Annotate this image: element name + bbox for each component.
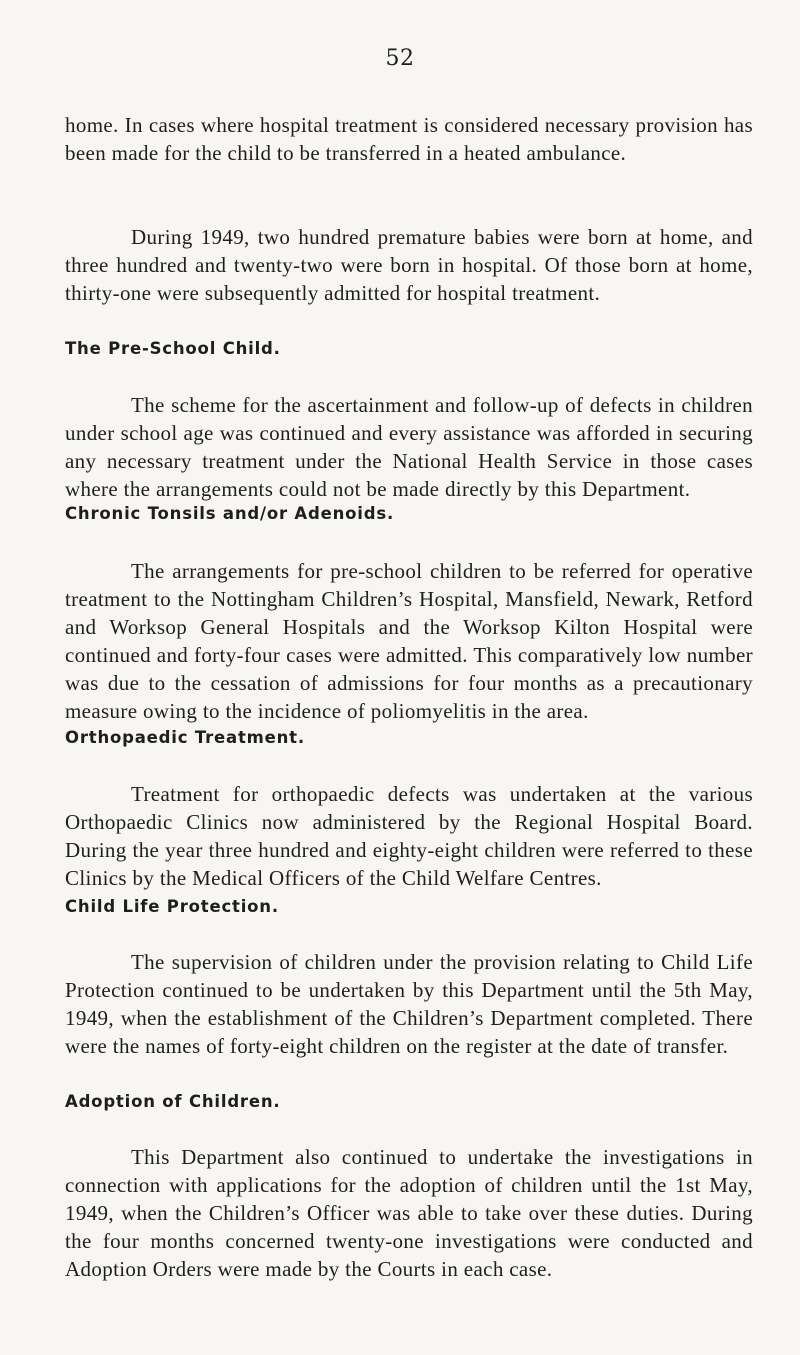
page-number: 52: [385, 46, 415, 71]
paragraph-premature-babies: During 1949, two hundred premature babies were born at home, and three hundred and twenty-two were born in hospital. Of those born at home, thirty-one were subsequently admitted for hospital treatment.: [65, 225, 753, 305]
heading-chronic-tonsils: Chronic Tonsils and/or Adenoids.: [65, 504, 395, 523]
heading-child-life-protection: Child Life Protection.: [65, 897, 279, 916]
paragraph-hospital-transfer: home. In cases where hospital treatment is considered necessary provision has been made for the child to be transferred in a heated ambulance.: [65, 113, 753, 165]
heading-pre-school-child: The Pre-School Child.: [65, 339, 281, 358]
heading-adoption-of-children: Adoption of Children.: [65, 1092, 281, 1111]
paragraph-orthopaedic-treatment: Treatment for orthopaedic defects was undertaken at the various Orthopaedic Clinics now administered by the Regional Hospital Board. During the year three hundred and eighty-eight children were referred to these Clinics by the Medical Officers of the Child Welfare Centres.: [65, 782, 753, 890]
paragraph-child-life-protection: The supervision of children under the provision relating to Child Life Protection continued to be undertaken by this Department until the 5th May, 1949, when the establishment of the Children’s Department completed. There were the names of forty-eight children on the register at the date of transfer.: [65, 950, 753, 1058]
heading-orthopaedic-treatment: Orthopaedic Treatment.: [65, 728, 305, 747]
paragraph-adoption-of-children: This Department also continued to undertake the investigations in connection with applications for the adoption of children until the 1st May, 1949, when the Children’s Officer was able to take over these duties. During the four months concerned twenty-one investigations were conducted and Adoption Orders were made by the Courts in each case.: [65, 1145, 753, 1281]
paragraph-pre-school-child: The scheme for the ascertainment and follow-up of defects in children under school age was continued and every assistance was afforded in securing any necessary treatment under the National Health Service in those cases where the arrangements could not be made directly by this Department.: [65, 393, 753, 501]
paragraph-chronic-tonsils: The arrangements for pre-school children to be referred for operative treatment to the Nottingham Children’s Hospital, Mansfield, Newark, Retford and Worksop General Hospitals and the Worksop Kilton Hospital were continued and forty-four cases were admitted. This comparatively low number was due to the cessation of admissions for four months as a precautionary measure owing to the incidence of poliomyelitis in the area.: [65, 559, 753, 723]
